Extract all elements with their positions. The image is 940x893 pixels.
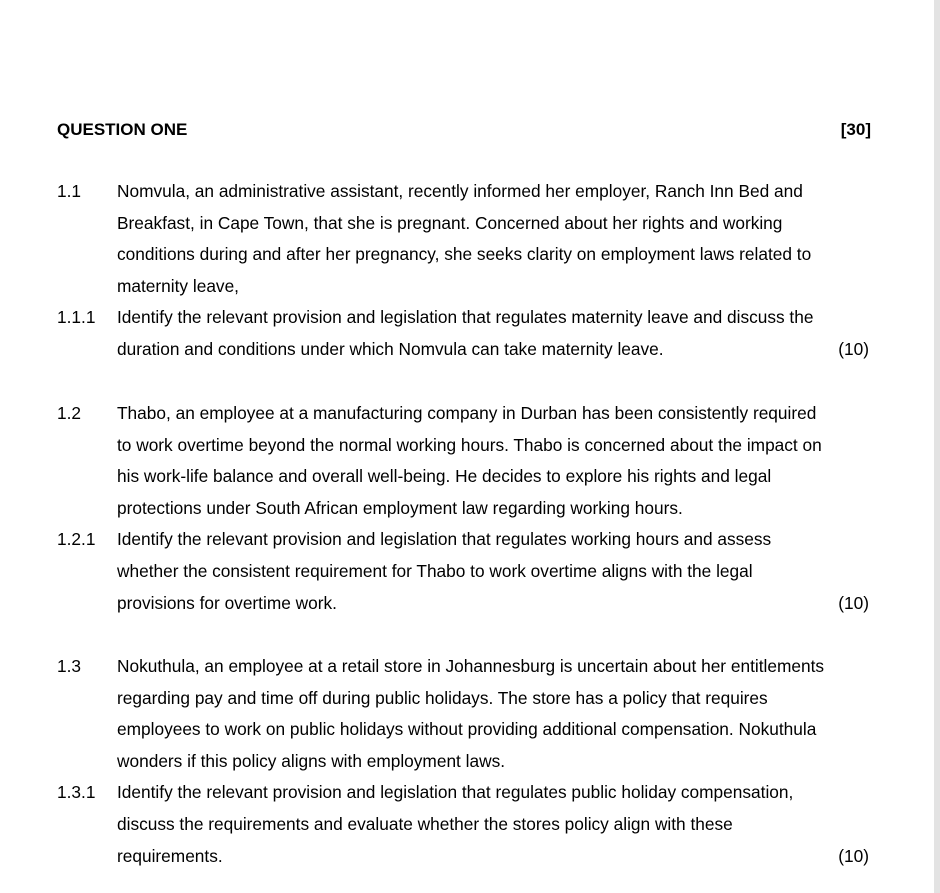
text-line: Thabo, an employee at a manufacturing company in Durban has been consistently required	[117, 403, 817, 423]
question-number: 1.3.1	[57, 782, 96, 803]
question-title: QUESTION ONE	[57, 120, 188, 139]
section-1-2	[0, 398, 934, 619]
text-line: duration and conditions under which Nomvula can take maternity leave.	[117, 338, 664, 359]
scenario-1-1	[0, 176, 934, 302]
total-marks: [30]	[840, 120, 871, 139]
text-line: wonders if this policy aligns with employment laws.	[117, 750, 506, 771]
scenario-number: 1.2	[57, 403, 82, 423]
text-line: Identify the relevant provision and legislation that regulates maternity leave and discuss the	[117, 307, 814, 328]
section-1-3	[0, 651, 934, 872]
question-number: 1.1.1	[57, 307, 96, 328]
text-line: provisions for overtime work.	[117, 592, 337, 613]
scenario-1-3	[0, 651, 934, 777]
text-line: Identify the relevant provision and legislation that regulates public holiday compensation,	[117, 782, 794, 803]
section-1-1	[0, 176, 934, 366]
text-line: protections under South African employment law regarding working hours.	[117, 497, 683, 518]
text-line: Nomvula, an administrative assistant, recently informed her employer, Ranch Inn Bed and	[117, 181, 803, 201]
scenario-1-2	[0, 398, 934, 524]
question-text	[117, 777, 869, 872]
question-text	[117, 302, 869, 365]
text-line: whether the consistent requirement for Thabo to work overtime aligns with the legal	[117, 560, 753, 581]
text-line: conditions during and after her pregnancy, she seeks clarity on employment laws related to	[117, 244, 812, 265]
text-line-with-mark	[117, 334, 869, 366]
text-line-with-mark	[117, 841, 869, 873]
text-line: discuss the requirements and evaluate whether the stores policy align with these	[117, 813, 733, 834]
scenario-text	[117, 176, 869, 302]
text-line: requirements.	[117, 845, 223, 866]
text-line: regarding pay and time off during public holidays. The store has a policy that requires	[117, 687, 768, 708]
scenario-number: 1.3	[57, 656, 82, 676]
text-line: his work-life balance and overall well-being. He decides to explore his rights and legal	[117, 466, 772, 487]
question-heading	[57, 118, 871, 142]
scenario-number: 1.1	[57, 181, 82, 201]
question-1-3-1	[0, 777, 934, 872]
text-line: Breakfast, in Cape Town, that she is pregnant. Concerned about her rights and working	[117, 212, 783, 233]
question-marks: (10)	[838, 592, 869, 613]
question-marks: (10)	[838, 845, 869, 866]
text-line: to work overtime beyond the normal working hours. Thabo is concerned about the impact on	[117, 434, 822, 455]
text-line: maternity leave,	[117, 275, 239, 296]
scenario-text	[117, 398, 869, 524]
question-number: 1.2.1	[57, 529, 96, 550]
scenario-text	[117, 651, 869, 777]
question-1-1-1	[0, 302, 934, 365]
question-1-2-1	[0, 524, 934, 619]
question-text	[117, 524, 869, 619]
text-line-with-mark	[117, 588, 869, 620]
text-line: employees to work on public holidays without providing additional compensation. Nokuthula	[117, 719, 817, 740]
page-edge-shadow	[934, 0, 940, 893]
text-line: Identify the relevant provision and legislation that regulates working hours and assess	[117, 529, 772, 550]
question-marks: (10)	[838, 338, 869, 359]
text-line: Nokuthula, an employee at a retail store in Johannesburg is uncertain about her entitlements	[117, 656, 825, 676]
